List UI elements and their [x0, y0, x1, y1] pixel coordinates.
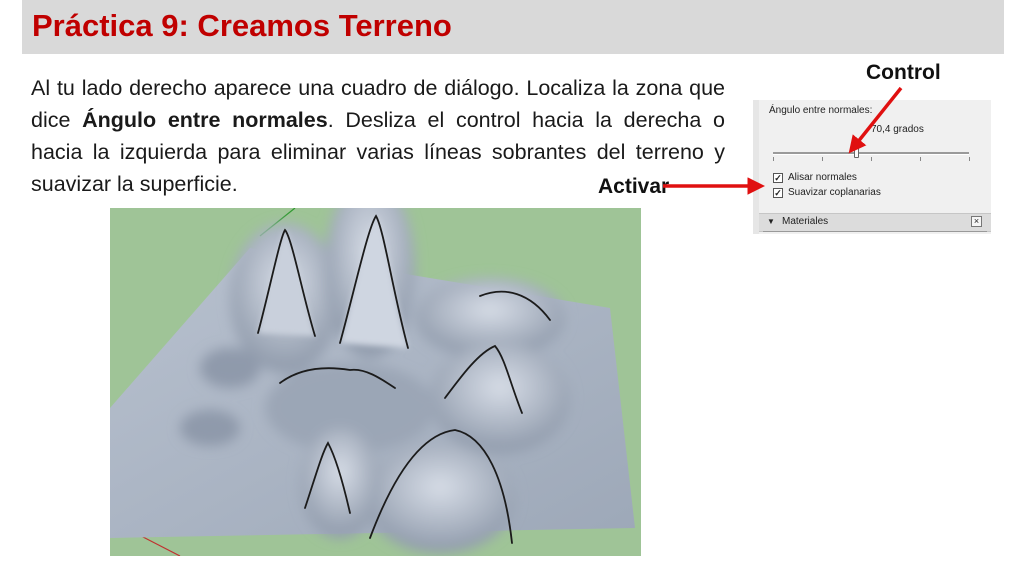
chevron-down-icon[interactable]: ▼: [767, 217, 775, 226]
close-icon[interactable]: ×: [971, 216, 982, 227]
terrain-viewport: [110, 208, 641, 556]
smooth-normals-label: Alisar normales: [788, 172, 857, 183]
control-callout-label: Control: [866, 61, 941, 84]
instructions-part-2: . Desliza el control hacia la derecha o hacia la izquierda para eliminar varias líneas sobrantes del terreno y suavizar la superficie.: [31, 108, 725, 196]
angle-between-normals-label: Ángulo entre normales:: [769, 105, 873, 116]
angle-value-readout: 70,4 grados: [871, 124, 924, 135]
checkbox-icon[interactable]: ✓: [774, 172, 782, 183]
checkbox-icon[interactable]: ✓: [774, 187, 782, 198]
red-arrow-icon: [853, 88, 901, 148]
instructions-highlight: Ángulo entre normales: [82, 108, 328, 132]
page-title: Práctica 9: Creamos Terreno: [32, 8, 452, 43]
instructions-part-1: Al tu lado derecho aparece una cuadro de diálogo. Localiza la zona que dice: [31, 76, 725, 132]
activar-callout-label: Activar: [598, 175, 670, 198]
smooth-coplanar-label: Suavizar coplanarias: [788, 187, 881, 198]
materials-label: Materiales: [782, 216, 829, 227]
